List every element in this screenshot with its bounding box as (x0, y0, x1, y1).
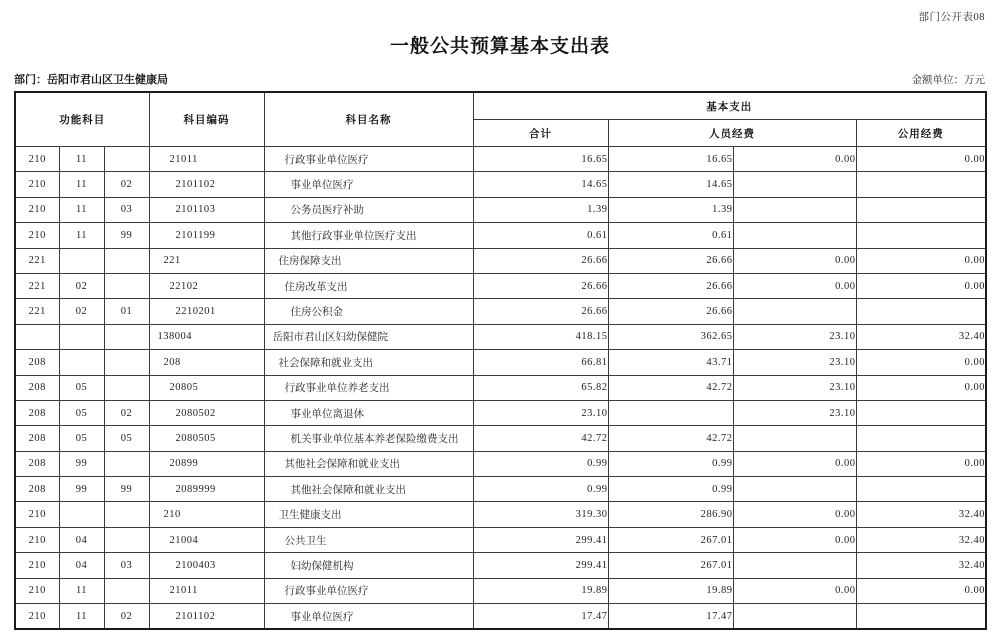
cell-func-2 (59, 248, 104, 273)
table-row (15, 477, 986, 502)
cell-func-2: 02 (59, 299, 104, 324)
cell-func-1: 208 (15, 477, 59, 502)
cell-personnel-2: 0.00 (733, 578, 856, 603)
cell-subject-code: 2101102 (149, 172, 264, 197)
cell-subject-name: 其他社会保障和就业支出 (264, 477, 473, 502)
cell-personnel-2: 0.00 (733, 451, 856, 476)
cell-personnel-2: 23.10 (733, 324, 856, 349)
cell-func-2: 05 (59, 426, 104, 451)
table-row (15, 299, 986, 324)
cell-personnel-2 (733, 299, 856, 324)
cell-subject-code: 138004 (149, 324, 264, 349)
header-subject-name: 科目名称 (264, 92, 473, 147)
cell-personnel-2 (733, 553, 856, 578)
cell-personnel: 286.90 (608, 502, 733, 527)
cell-func-1: 210 (15, 197, 59, 222)
cell-personnel: 1.39 (608, 197, 733, 222)
cell-func-3 (104, 502, 149, 527)
cell-subject-code: 22102 (149, 273, 264, 298)
cell-personnel: 267.01 (608, 527, 733, 552)
header-public-funds: 公用经费 (856, 120, 986, 147)
cell-func-2: 04 (59, 527, 104, 552)
cell-func-3 (104, 451, 149, 476)
cell-subject-code: 2101102 (149, 604, 264, 630)
cell-subject-name: 事业单位医疗 (264, 604, 473, 630)
cell-subject-code: 2089999 (149, 477, 264, 502)
table-header (15, 92, 986, 147)
cell-personnel-2 (733, 172, 856, 197)
cell-subject-name: 公务员医疗补助 (264, 197, 473, 222)
cell-func-3 (104, 248, 149, 273)
cell-subject-code: 2210201 (149, 299, 264, 324)
budget-table (14, 91, 987, 630)
table-row (15, 273, 986, 298)
cell-personnel-2 (733, 604, 856, 630)
cell-total: 17.47 (473, 604, 608, 630)
header-total: 合计 (473, 120, 608, 147)
cell-subject-code: 2080505 (149, 426, 264, 451)
cell-func-2: 04 (59, 553, 104, 578)
cell-subject-name: 住房保障支出 (264, 248, 473, 273)
cell-subject-name: 行政事业单位医疗 (264, 578, 473, 603)
table-row (15, 426, 986, 451)
cell-personnel: 26.66 (608, 299, 733, 324)
table-row (15, 147, 986, 172)
cell-func-2: 11 (59, 172, 104, 197)
cell-personnel: 26.66 (608, 248, 733, 273)
cell-func-1: 221 (15, 299, 59, 324)
header-basic-expenditure: 基本支出 (473, 92, 986, 120)
cell-func-3: 05 (104, 426, 149, 451)
cell-func-3: 01 (104, 299, 149, 324)
cell-public: 32.40 (856, 324, 986, 349)
cell-personnel-2 (733, 426, 856, 451)
cell-subject-name: 卫生健康支出 (264, 502, 473, 527)
cell-func-1: 210 (15, 604, 59, 630)
page-title: 一般公共预算基本支出表 (389, 36, 610, 57)
cell-public (856, 223, 986, 248)
cell-func-2: 05 (59, 375, 104, 400)
cell-total: 26.66 (473, 299, 608, 324)
cell-func-3 (104, 527, 149, 552)
cell-subject-name: 妇幼保健机构 (264, 553, 473, 578)
cell-func-3: 02 (104, 604, 149, 630)
cell-subject-code: 21004 (149, 527, 264, 552)
cell-func-1: 221 (15, 248, 59, 273)
cell-func-3 (104, 350, 149, 375)
cell-personnel-2 (733, 477, 856, 502)
cell-func-2: 99 (59, 477, 104, 502)
cell-func-3 (104, 324, 149, 349)
cell-subject-name: 事业单位医疗 (264, 172, 473, 197)
cell-public (856, 477, 986, 502)
cell-func-3: 02 (104, 400, 149, 425)
table-row (15, 324, 986, 349)
cell-total: 319.30 (473, 502, 608, 527)
cell-personnel-2: 0.00 (733, 527, 856, 552)
cell-func-2: 99 (59, 451, 104, 476)
cell-subject-code: 21011 (149, 578, 264, 603)
cell-subject-name: 岳阳市君山区妇幼保健院 (264, 324, 473, 349)
cell-personnel: 362.65 (608, 324, 733, 349)
cell-public (856, 400, 986, 425)
header-row-1 (15, 92, 986, 120)
header-personnel-funds: 人员经费 (608, 120, 856, 147)
cell-func-3: 02 (104, 172, 149, 197)
table-row (15, 553, 986, 578)
cell-personnel: 267.01 (608, 553, 733, 578)
cell-subject-name: 其他行政事业单位医疗支出 (264, 223, 473, 248)
table-row (15, 223, 986, 248)
cell-total: 26.66 (473, 273, 608, 298)
cell-personnel: 43.71 (608, 350, 733, 375)
cell-total: 0.99 (473, 477, 608, 502)
cell-func-1: 210 (15, 553, 59, 578)
cell-public: 0.00 (856, 375, 986, 400)
cell-func-2: 02 (59, 273, 104, 298)
cell-subject-name: 公共卫生 (264, 527, 473, 552)
cell-subject-code: 210 (149, 502, 264, 527)
budget-table-wrap (14, 91, 985, 630)
cell-personnel-2: 0.00 (733, 502, 856, 527)
table-row (15, 400, 986, 425)
cell-total: 299.41 (473, 553, 608, 578)
table-row (15, 197, 986, 222)
cell-subject-name: 行政事业单位养老支出 (264, 375, 473, 400)
cell-func-2: 11 (59, 147, 104, 172)
cell-total: 16.65 (473, 147, 608, 172)
table-row (15, 527, 986, 552)
cell-subject-name: 事业单位离退休 (264, 400, 473, 425)
cell-personnel-2: 23.10 (733, 400, 856, 425)
cell-total: 0.99 (473, 451, 608, 476)
cell-func-1: 210 (15, 172, 59, 197)
cell-subject-code: 20805 (149, 375, 264, 400)
cell-public: 0.00 (856, 248, 986, 273)
cell-subject-code: 2101199 (149, 223, 264, 248)
table-row (15, 502, 986, 527)
department-label: 部门：岳阳市君山区卫生健康局 (14, 74, 168, 86)
table-row (15, 350, 986, 375)
cell-func-1: 208 (15, 400, 59, 425)
cell-func-2 (59, 502, 104, 527)
cell-subject-name: 行政事业单位医疗 (264, 147, 473, 172)
cell-func-3: 03 (104, 553, 149, 578)
cell-func-3 (104, 375, 149, 400)
cell-personnel-2: 0.00 (733, 273, 856, 298)
cell-public: 0.00 (856, 578, 986, 603)
meta-row (14, 71, 985, 87)
cell-total: 418.15 (473, 324, 608, 349)
cell-func-1: 210 (15, 147, 59, 172)
cell-public: 0.00 (856, 147, 986, 172)
cell-total: 14.65 (473, 172, 608, 197)
cell-personnel: 0.61 (608, 223, 733, 248)
cell-total: 1.39 (473, 197, 608, 222)
cell-subject-name: 社会保障和就业支出 (264, 350, 473, 375)
cell-total: 42.72 (473, 426, 608, 451)
cell-subject-code: 20899 (149, 451, 264, 476)
cell-func-1: 208 (15, 375, 59, 400)
cell-personnel: 19.89 (608, 578, 733, 603)
header-subject-code: 科目编码 (149, 92, 264, 147)
cell-func-3: 99 (104, 477, 149, 502)
cell-subject-code: 2100403 (149, 553, 264, 578)
cell-func-3 (104, 147, 149, 172)
cell-func-1: 221 (15, 273, 59, 298)
cell-subject-name: 机关事业单位基本养老保险缴费支出 (264, 426, 473, 451)
cell-public (856, 172, 986, 197)
cell-func-3 (104, 578, 149, 603)
cell-total: 66.81 (473, 350, 608, 375)
cell-public: 32.40 (856, 553, 986, 578)
cell-personnel: 0.99 (608, 477, 733, 502)
cell-public (856, 197, 986, 222)
cell-personnel-2: 0.00 (733, 248, 856, 273)
cell-public: 0.00 (856, 451, 986, 476)
cell-subject-code: 2101103 (149, 197, 264, 222)
table-row (15, 172, 986, 197)
cell-public: 32.40 (856, 527, 986, 552)
cell-func-1 (15, 324, 59, 349)
cell-subject-name: 其他社会保障和就业支出 (264, 451, 473, 476)
cell-total: 26.66 (473, 248, 608, 273)
cell-func-2: 11 (59, 197, 104, 222)
table-row (15, 375, 986, 400)
table-body (15, 147, 986, 630)
table-row (15, 451, 986, 476)
cell-public: 0.00 (856, 350, 986, 375)
cell-personnel (608, 400, 733, 425)
cell-total: 0.61 (473, 223, 608, 248)
cell-func-3: 03 (104, 197, 149, 222)
cell-personnel: 26.66 (608, 273, 733, 298)
cell-total: 19.89 (473, 578, 608, 603)
amount-unit-label: 金额单位：万元 (911, 75, 985, 86)
cell-personnel: 0.99 (608, 451, 733, 476)
cell-total: 299.41 (473, 527, 608, 552)
cell-func-2: 05 (59, 400, 104, 425)
cell-public (856, 604, 986, 630)
cell-personnel: 16.65 (608, 147, 733, 172)
cell-func-2 (59, 324, 104, 349)
cell-personnel-2: 23.10 (733, 350, 856, 375)
cell-subject-name: 住房公积金 (264, 299, 473, 324)
corner-form-number: 部门公开表08 (918, 12, 985, 23)
cell-personnel-2 (733, 223, 856, 248)
cell-subject-code: 208 (149, 350, 264, 375)
cell-func-2: 11 (59, 223, 104, 248)
cell-total: 65.82 (473, 375, 608, 400)
cell-personnel-2: 0.00 (733, 147, 856, 172)
cell-func-2: 11 (59, 578, 104, 603)
cell-public: 0.00 (856, 273, 986, 298)
cell-subject-name: 住房改革支出 (264, 273, 473, 298)
cell-personnel: 14.65 (608, 172, 733, 197)
cell-func-3: 99 (104, 223, 149, 248)
cell-public (856, 426, 986, 451)
cell-personnel-2 (733, 197, 856, 222)
cell-func-1: 210 (15, 578, 59, 603)
cell-total: 23.10 (473, 400, 608, 425)
cell-func-3 (104, 273, 149, 298)
cell-public (856, 299, 986, 324)
cell-func-1: 208 (15, 451, 59, 476)
cell-func-1: 210 (15, 502, 59, 527)
cell-func-1: 210 (15, 223, 59, 248)
cell-func-1: 210 (15, 527, 59, 552)
table-row (15, 604, 986, 630)
cell-public: 32.40 (856, 502, 986, 527)
table-row (15, 248, 986, 273)
cell-personnel: 17.47 (608, 604, 733, 630)
cell-func-2: 11 (59, 604, 104, 630)
cell-subject-code: 2080502 (149, 400, 264, 425)
table-row (15, 578, 986, 603)
cell-subject-code: 221 (149, 248, 264, 273)
cell-func-1: 208 (15, 426, 59, 451)
cell-subject-code: 21011 (149, 147, 264, 172)
cell-func-2 (59, 350, 104, 375)
cell-personnel: 42.72 (608, 375, 733, 400)
cell-func-1: 208 (15, 350, 59, 375)
cell-personnel: 42.72 (608, 426, 733, 451)
cell-personnel-2: 23.10 (733, 375, 856, 400)
header-func-subject: 功能科目 (15, 92, 149, 147)
